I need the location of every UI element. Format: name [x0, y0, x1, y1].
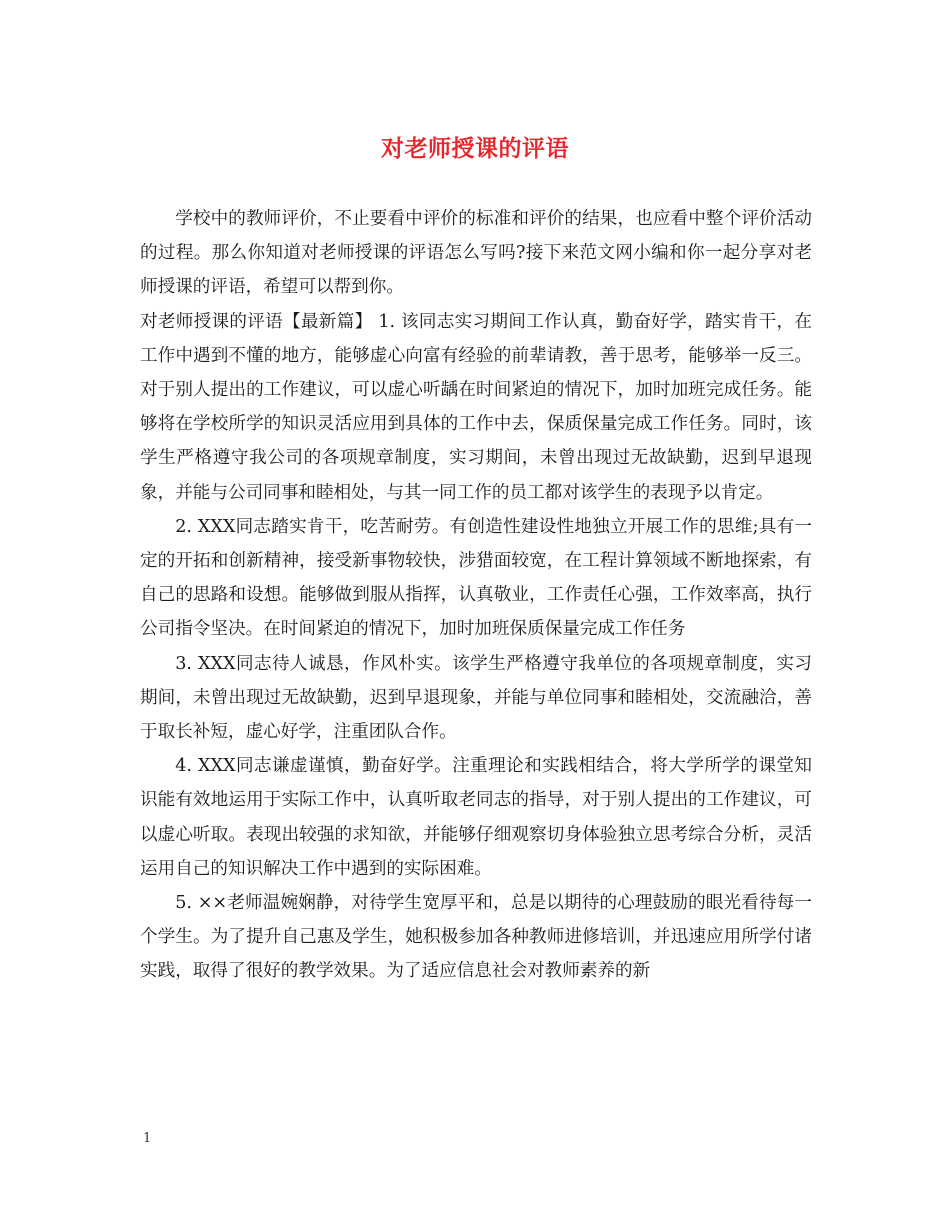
section-heading: 对老师授课的评语【最新篇】 [140, 311, 373, 332]
comment-item-4: 4. XXX同志谦虚谨慎，勤奋好学。注重理论和实践相结合，将大学所学的课堂知识能有效地运用于实际工作中，认真听取老同志的指导，对于别人提出的工作建议，可以虚心听取。表现出较强的求知欲，并能够仔细观察切身体验独立思考综合分析，灵活运用自己的知识解决工作中遇到的实际困难。 [140, 756, 812, 879]
section-first-paragraph [140, 305, 812, 510]
intro-paragraph: 学校中的教师评价，不止要看中评价的标准和评价的结果，也应看中整个评价活动的过程。那么你知道对老师授课的评语怎么写吗?接下来范文网小编和你一起分享对老师授课的评语，希望可以帮到你。 [140, 209, 812, 298]
comment-item-5: 5. ××老师温婉娴静，对待学生宽厚平和，总是以期待的心理鼓励的眼光看待每一个学生。为了提升自己惠及学生，她积极参加各种教师进修培训，并迅速应用所学付诸实践，取得了很好的教学效果。为了适应信息社会对教师素养的新 [140, 893, 812, 982]
comment-item-1: 1. 该同志实习期间工作认真，勤奋好学，踏实肯干，在工作中遇到不懂的地方，能够虚心向富有经验的前辈请教，善于思考，能够举一反三。对于别人提出的工作建议，可以虚心听龋在时间紧迫的情况下，加时加班完成任务。能够将在学校所学的知识灵活应用到具体的工作中去，保质保量完成工作任务。同时，该学生严格遵守我公司的各项规章制度，实习期间，未曾出现过无故缺勤，迟到早退现象，并能与公司同事和睦相处，与其一同工作的员工都对该学生的表现予以肯定。 [140, 311, 813, 503]
page-number: 1 [143, 1131, 152, 1146]
comment-item-3: 3. XXX同志待人诚恳，作风朴实。该学生严格遵守我单位的各项规章制度，实习期间，未曾出现过无故缺勤，迟到早退现象，并能与单位同事和睦相处，交流融洽，善于取长补短，虚心好学，注重团队合作。 [140, 653, 812, 743]
document-body [140, 202, 812, 989]
document-title: 对老师授课的评语 [381, 135, 569, 162]
comment-item-2: 2. XXX同志踏实肯干，吃苦耐劳。有创造性建设性地独立开展工作的思维;具有一定的开拓和创新精神，接受新事物较快，涉猎面较宽，在工程计算领域不断地探索，有自己的思路和设想。能够做到服从指挥，认真敬业，工作责任心强，工作效率高，执行公司指令坚决。在时间紧迫的情况下，加时加班保质保量完成工作任务 [140, 516, 812, 640]
